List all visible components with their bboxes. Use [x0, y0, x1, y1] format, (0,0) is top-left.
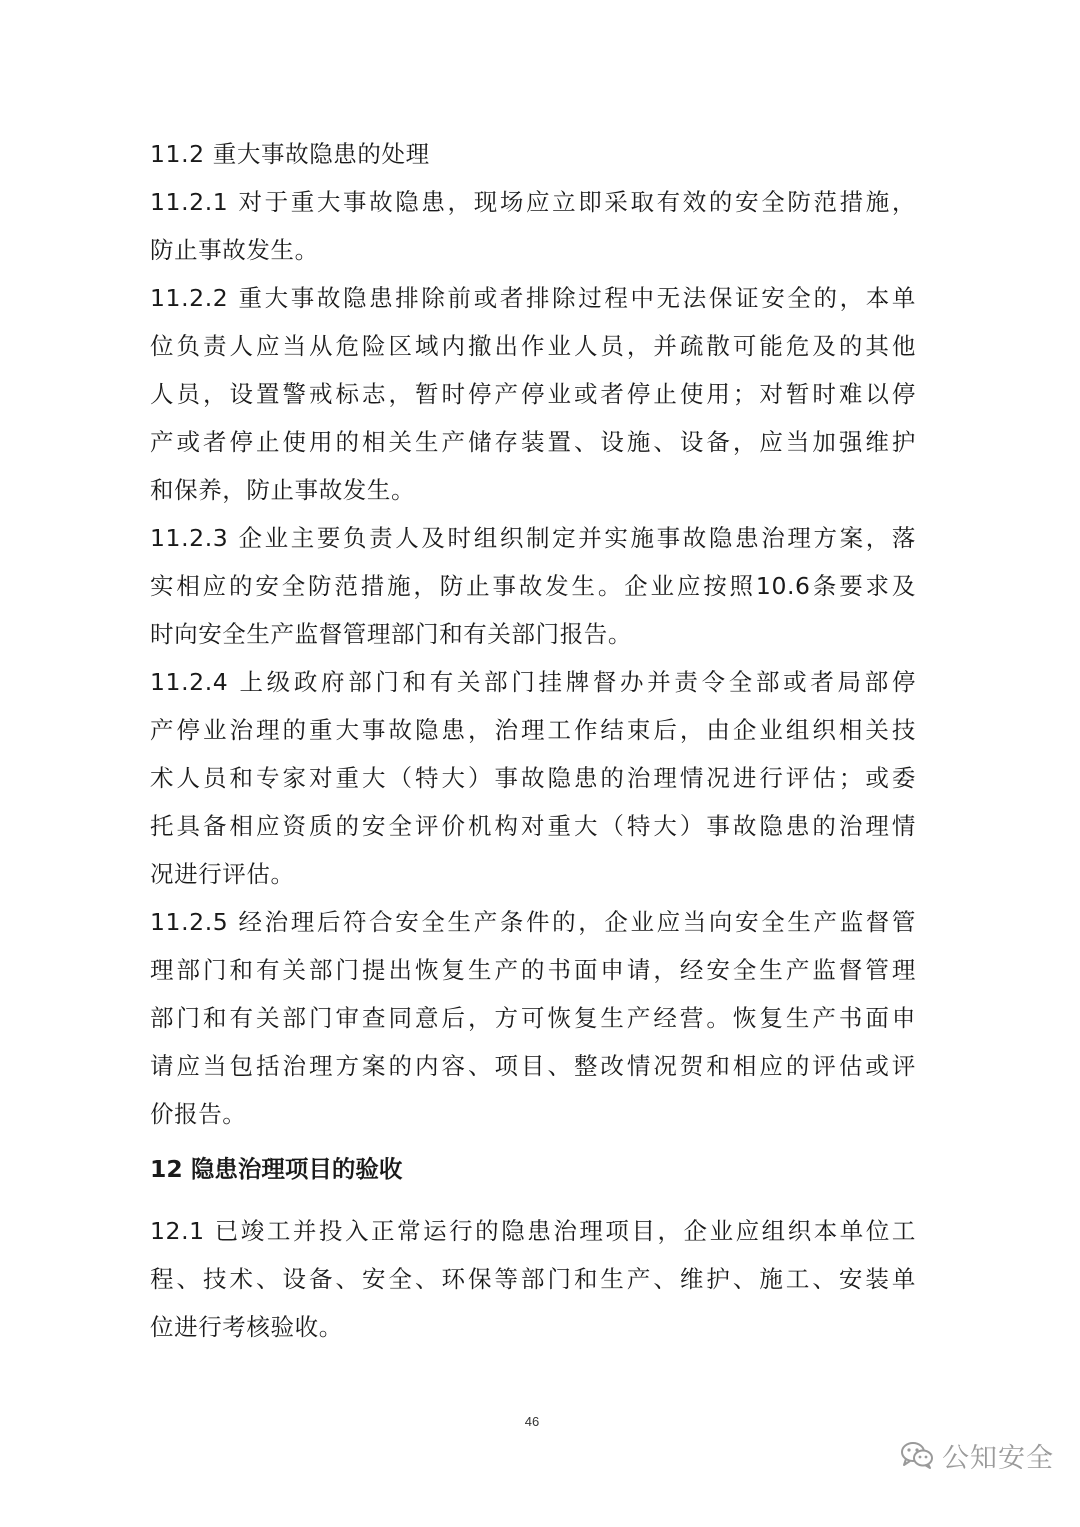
- paragraph-line: 产停业治理的重大事故隐患，治理工作结束后，由企业组织相关技: [150, 716, 916, 744]
- paragraph-line: 价报告。: [150, 1100, 247, 1128]
- paragraph-line: 产或者停止使用的相关生产储存装置、设施、设备，应当加强维护: [150, 428, 916, 456]
- paragraph-line: 程、技术、设备、安全、环保等部门和生产、维护、施工、安装单: [150, 1265, 916, 1293]
- paragraph-line: 防止事故发生。: [150, 236, 319, 264]
- paragraph-line: 12.1 已竣工并投入正常运行的隐患治理项目，企业应组织本单位工: [150, 1217, 916, 1245]
- paragraph-line: 请应当包括治理方案的内容、项目、整改情况贺和相应的评估或评: [150, 1052, 916, 1080]
- paragraph-line: 术人员和专家对重大（特大）事故隐患的治理情况进行评估；或委: [150, 764, 916, 792]
- paragraph-line: 人员，设置警戒标志，暂时停产停业或者停止使用；对暂时难以停: [150, 380, 916, 408]
- paragraph-line: 理部门和有关部门提出恢复生产的书面申请，经安全生产监督管理: [150, 956, 916, 984]
- paragraph-line: 实相应的安全防范措施，防止事故发生。企业应按照10.6条要求及: [150, 572, 916, 600]
- paragraph-line: 11.2.1 对于重大事故隐患，现场应立即采取有效的安全防范措施，: [150, 188, 916, 216]
- wechat-icon: [900, 1440, 934, 1470]
- paragraph-line: 11.2 重大事故隐患的处理: [150, 140, 430, 168]
- paragraph-line: 11.2.3 企业主要负责人及时组织制定并实施事故隐患治理方案，落: [150, 524, 916, 552]
- document-body: [150, 130, 916, 1351]
- paragraph-line: 部门和有关部门审查同意后，方可恢复生产经营。恢复生产书面申: [150, 1004, 916, 1032]
- paragraph-line: 和保养，防止事故发生。: [150, 476, 416, 504]
- paragraph-line: 11.2.5 经治理后符合安全生产条件的，企业应当向安全生产监督管: [150, 908, 916, 936]
- paragraph-line: 11.2.4 上级政府部门和有关部门挂牌督办并责令全部或者局部停: [150, 668, 916, 696]
- paragraph-line: 托具备相应资质的安全评价机构对重大（特大）事故隐患的治理情: [150, 812, 916, 840]
- paragraph-line: 位进行考核验收。: [150, 1313, 343, 1341]
- paragraph-line: 11.2.2 重大事故隐患排除前或者排除过程中无法保证安全的，本单: [150, 284, 916, 312]
- watermark: [900, 1435, 1054, 1475]
- paragraph-line: 位负责人应当从危险区域内撤出作业人员，并疏散可能危及的其他: [150, 332, 916, 360]
- paragraph-line: 时向安全生产监督管理部门和有关部门报告。: [150, 620, 632, 648]
- section-heading: 12 隐患治理项目的验收: [150, 1155, 403, 1183]
- watermark-text: 公知安全: [942, 1442, 1054, 1474]
- paragraph-line: 况进行评估。: [150, 860, 295, 888]
- page-number: 46: [524, 1414, 540, 1429]
